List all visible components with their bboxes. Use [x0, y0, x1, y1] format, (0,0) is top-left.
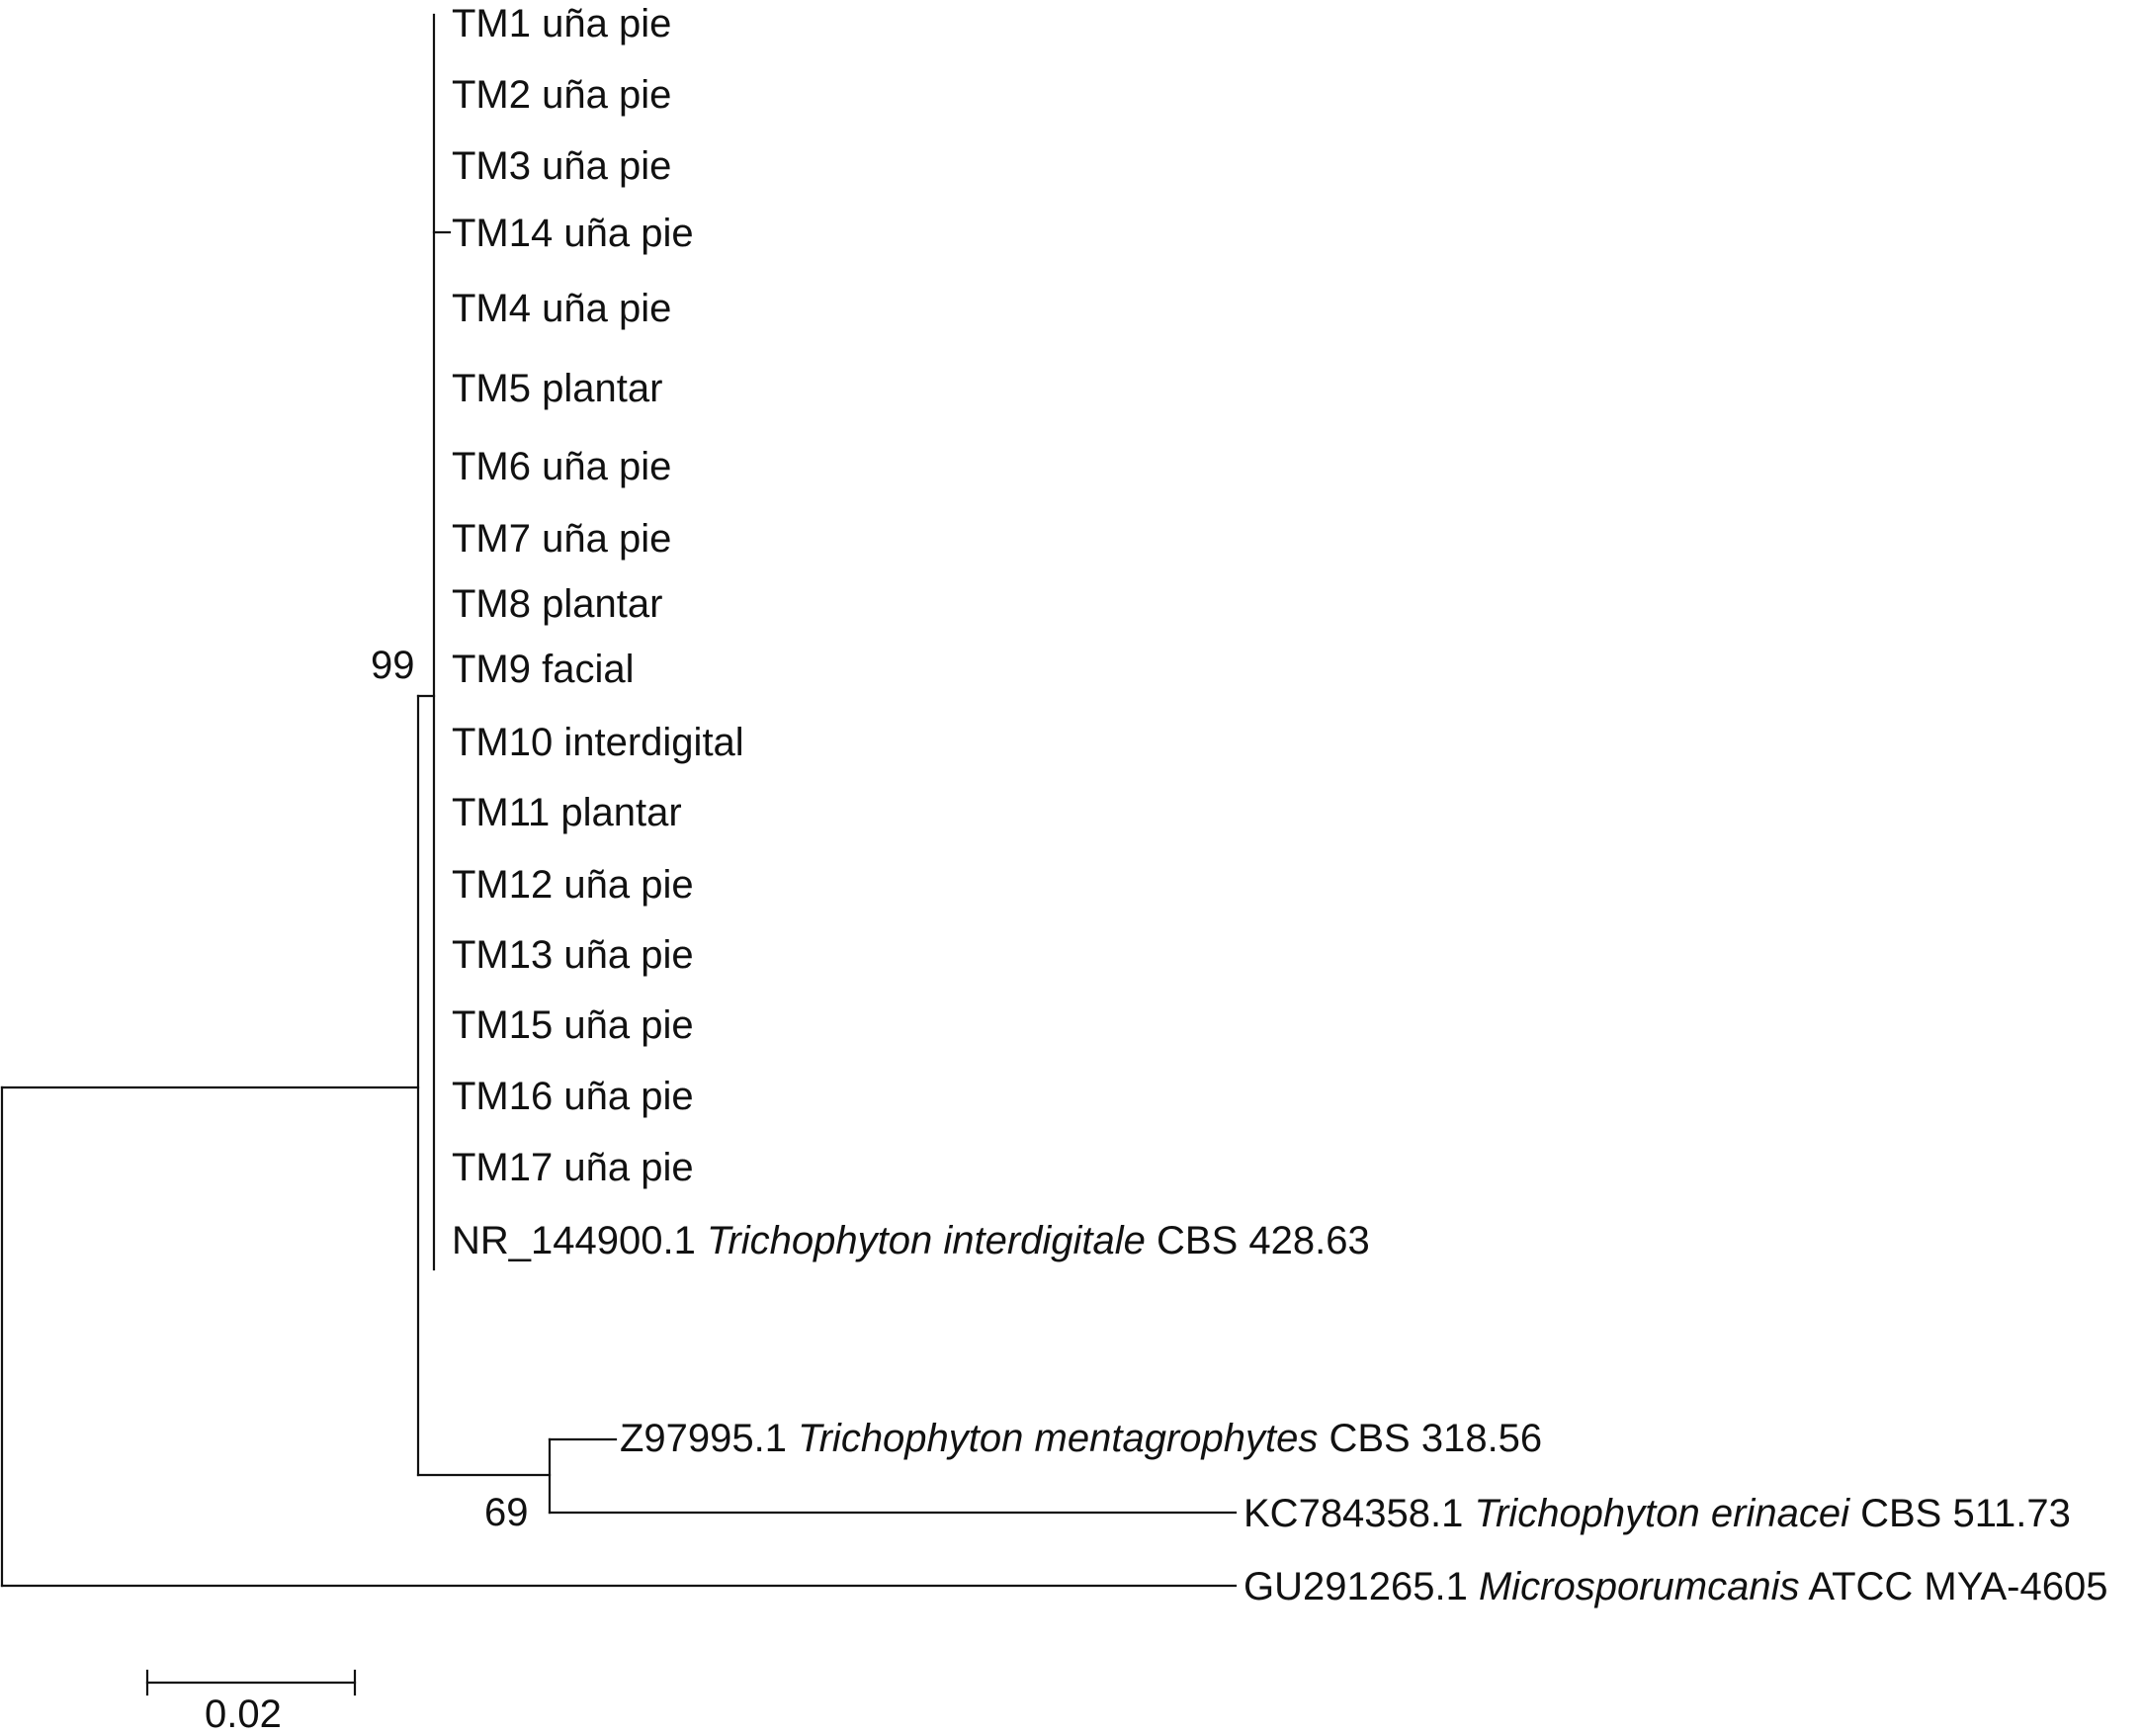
taxon-label-part: TM11 plantar [452, 791, 682, 834]
taxon-label-gu291265 [1243, 1565, 2107, 1608]
taxon-label-part: Z97995.1 [620, 1417, 799, 1460]
taxon-label-tm13 [452, 933, 694, 977]
taxon-label-tm17 [452, 1146, 694, 1189]
taxon-label-tm2 [452, 73, 671, 117]
taxon-label-part: TM4 uña pie [452, 287, 672, 330]
taxon-label-part: TM6 uña pie [452, 445, 672, 488]
taxon-label-part: TM3 uña pie [452, 144, 672, 188]
taxon-label-tm12 [452, 863, 694, 907]
taxon-label-part: TM12 uña pie [452, 863, 694, 907]
scale-bar [147, 1671, 355, 1736]
taxon-label-z97995 [620, 1417, 1542, 1460]
taxon-label-part: TM5 plantar [452, 367, 663, 410]
taxon-label-part: TM13 uña pie [452, 933, 694, 977]
taxon-label-tm7 [452, 517, 671, 561]
taxon-label-part: Trichophyton interdigitale [706, 1219, 1146, 1262]
taxon-label-part: CBS 318.56 [1318, 1417, 1543, 1460]
taxon-label-part: Trichophyton erinacei [1474, 1492, 1849, 1535]
scale-bar-label: 0.02 [205, 1693, 282, 1736]
taxon-label-kc784358 [1243, 1492, 2071, 1535]
taxon-label-part: TM8 plantar [452, 582, 663, 626]
taxon-label-part: NR_144900.1 [452, 1219, 707, 1262]
taxon-label-part: TM7 uña pie [452, 517, 672, 561]
taxon-label-tm3 [452, 144, 671, 188]
taxon-label-part: GU291265.1 [1243, 1565, 1479, 1608]
taxon-label-tm9 [452, 648, 635, 691]
bootstrap-main-clade: 99 [371, 644, 415, 687]
taxon-label-tm10 [452, 721, 744, 764]
taxon-label-part: TM2 uña pie [452, 73, 672, 117]
taxon-label-tm1 [452, 2, 671, 45]
taxon-label-tm15 [452, 1003, 694, 1047]
taxon-label-part: KC784358.1 [1243, 1492, 1475, 1535]
taxon-label-tm4 [452, 287, 671, 330]
taxon-label-tm8 [452, 582, 662, 626]
taxon-label-part: TM16 uña pie [452, 1075, 694, 1118]
taxon-label-part: TM15 uña pie [452, 1003, 694, 1047]
taxon-label-part: TM10 interdigital [452, 721, 744, 764]
taxon-label-part: CBS 511.73 [1848, 1492, 2071, 1535]
taxon-label-part: TM9 facial [452, 648, 635, 691]
taxon-label-tm6 [452, 445, 671, 488]
taxon-label-tm16 [452, 1075, 694, 1118]
taxon-label-tm5 [452, 367, 662, 410]
taxon-label-part: TM17 uña pie [452, 1146, 694, 1189]
bootstrap-sister-clade: 69 [484, 1491, 529, 1534]
taxon-label-part: TM14 uña pie [452, 212, 694, 255]
taxon-label-tm11 [452, 791, 682, 834]
taxon-label-part: TM1 uña pie [452, 2, 672, 45]
taxon-label-part: Trichophyton mentagrophytes [798, 1417, 1319, 1460]
taxon-label-nr144900 [452, 1219, 1370, 1262]
taxon-label-tm14 [452, 212, 694, 255]
taxon-label-part: CBS 428.63 [1145, 1219, 1370, 1262]
taxon-label-part: ATCC MYA-4605 [1799, 1565, 2108, 1608]
taxon-label-part: Microsporumcanis [1478, 1565, 1800, 1608]
taxon-labels [452, 2, 2107, 1608]
